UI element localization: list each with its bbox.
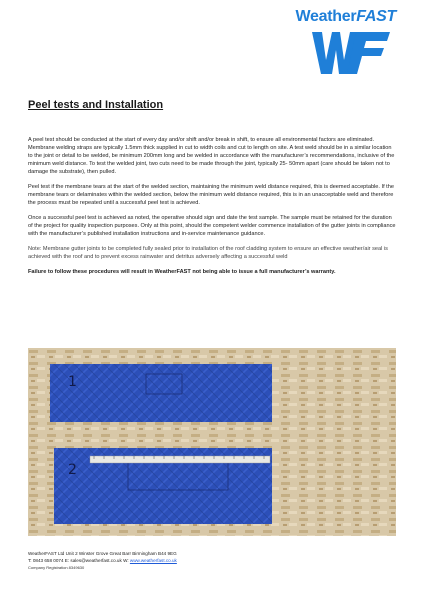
footer-registration: Company Registration 8349630 [28,565,85,570]
paragraph-warranty: Failure to follow these procedures will result in WeatherFAST not being able to issue a full manufacturer’s warranty. [28,269,336,275]
footer-address: WeatherFAST Ltd Unit 2 Winster Grove Great Barr Birmingham B44 9EG [28,551,177,556]
paragraph-peel-test-intro: A peel test should be conducted at the start of every day and/or shift and/or break in shift, to ensure all environmental factors are eliminated. Membrane welding straps are typically 1.5mm thick supplied in cut to width coils and cut to length on site. A test weld should be in a similar location to the joint or detail to be welded, be minimum 200mm long and be welded in accordance with the manufacturer’s recommendations, inclusive of the minimum weld distance. To test the welded joint, two cuts need to be made through the joint, typically 25- 50mm apart (care should be taken not to damage the substrate), then pulled. [28,137,395,175]
footer-contact: T: 0843 658 0074 E: sales@weatherfast.co.uk W: www.weatherfast.co.uk [28,558,177,563]
page-title: Peel tests and Installation [28,99,164,111]
wf-logo-icon [312,32,390,74]
body-text [28,136,396,283]
paragraph-peel-test-result: Peel test if the membrane tears at the start of the welded section, maintaining the minimum weld distance required, this is deemed acceptable. If the membrane tears or delaminates within the welded section, below the minimum weld distance required, this is in an unacceptable weld and therefore the process must be repeated until a successful peel test is achieved. [28,184,394,206]
paragraph-note: Note: Membrane gutter joints to be completed fully sealed prior to installation of the roof cladding system to ensure an effective weather/air seal is achieved with the roof and to prevent excess rainwater and detritus adversely affecting a successful weld [28,246,388,260]
website-link[interactable]: www.weatherfast.co.uk [129,558,177,563]
sample-label-1: 1 [68,374,77,390]
footer [28,550,177,571]
paragraph-installation: Once a successful peel test is achieved as noted, the operative should sign and date the test sample. The sample must be retained for the duration of the project for quality inspection purposes. Only at this point, should the competent welder commence installation of the gutter joints in compliance with the manufacturer’s published installation instructions and in-service maintenance guidance. [28,215,396,237]
measuring-rule [90,456,270,463]
peel-test-photo [28,348,396,536]
sample-label-2: 2 [68,462,77,478]
sample-strip-1 [50,364,272,422]
brand-logo [296,8,396,74]
brand-name: WeatherFAST [295,8,396,25]
